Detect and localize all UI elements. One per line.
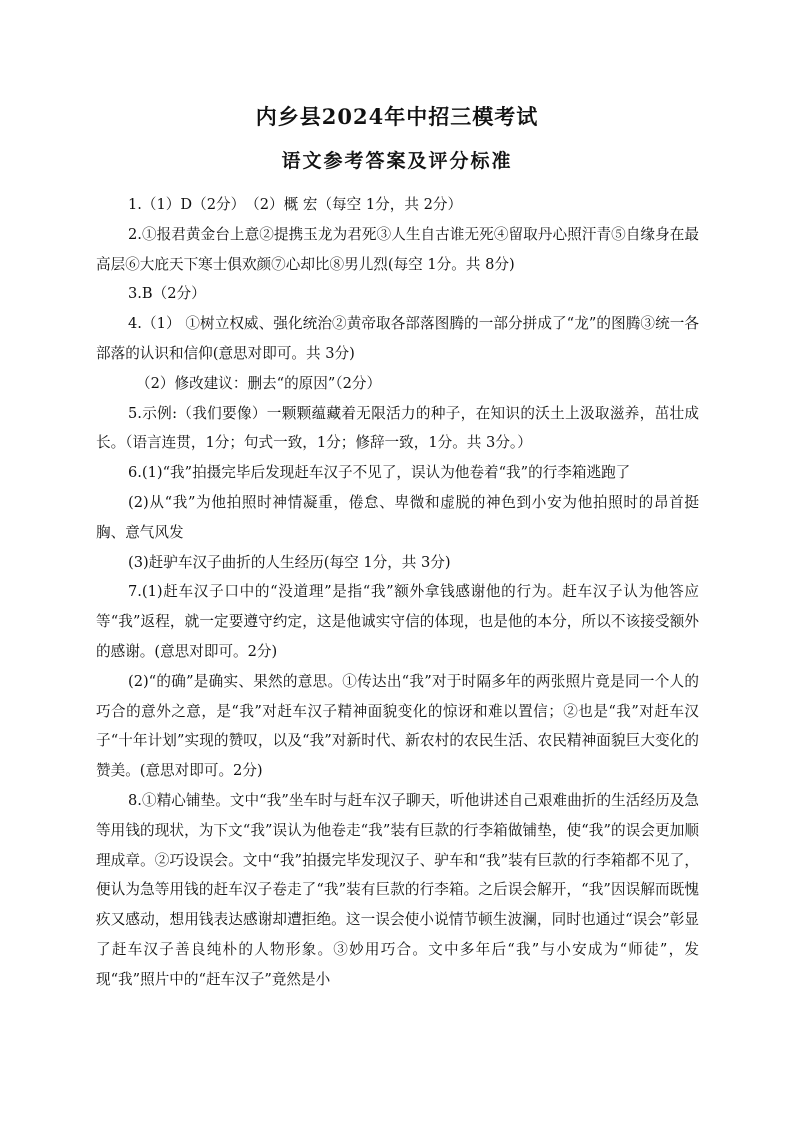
answer-q4-part1: 4.（1） ①树立权威、强化统治②黄帝取各部落图腾的一部分拼成了“龙”的图腾③统一各部落的认识和信仰(意思对即可。共 3分) xyxy=(96,315,699,362)
answer-q7-part2: (2)“的确”是确实、果然的意思。①传达出“我”对于时隔多年的两张照片竟是同一个人的巧合的意外之意，是“我”对赶车汉子精神面貌变化的惊讶和难以置信；②也是“我”对赶车汉子“十年计划”实现的赞叹，以及“我”对新时代、新农村的农民生活、农民精神面貌巨大变化的赞美。(意思对即可。2分) xyxy=(96,672,699,780)
page-subtitle: 语文参考答案及评分标准 xyxy=(281,150,513,172)
answer-q6-part3: (3)赶驴车汉子曲折的人生经历(每空 1分，共 3分) xyxy=(128,553,451,571)
answer-q7-part1: 7.(1)赶车汉子口中的“没道理”是指“我”额外拿钱感谢他的行为。赶车汉子认为他答应等“我”返程，就一定要遵守约定，这是他诚实守信的体现，也是他的本分，所以不该接受额外的感谢。(意思对即可。2分) xyxy=(96,583,699,660)
answer-q2: 2.①报君黄金台上意②提携玉龙为君死③人生自古谁无死④留取丹心照汗青⑤自缘身在最高层⑥大庇天下寒士俱欢颜⑦心却比⑧男儿烈(每空 1分。共 8分) xyxy=(96,225,699,273)
answer-body xyxy=(96,190,699,995)
answer-q6-part2: (2)从“我”为他拍照时神情凝重，倦怠、卑微和虚脱的神色到小安为他拍照时的昂首挺胸、意气风发 xyxy=(96,493,699,541)
answer-q1: 1.（1）D（2分） （2）概 宏（每空 1分，共 2分） xyxy=(128,196,463,213)
answer-q6-part1: 6.(1)“我”拍摄完毕后发现赶车汉子不见了，误认为他卷着“我”的行李箱逃跑了 xyxy=(128,464,631,482)
answer-q4-part2: （2）修改建议：删去“的原因”（2分） xyxy=(136,374,382,392)
page-title: 内乡县2024年中招三模考试 xyxy=(255,104,539,129)
answer-q3: 3.B（2分） xyxy=(128,285,206,303)
answer-q5: 5.示例:（我们要像）一颗颗蕴藏着无限活力的种子，在知识的沃土上汲取滋养，茁壮成长。（语言连贯，1分；句式一致，1分；修辞一致，1分。共 3分。） xyxy=(96,404,699,452)
answer-q8: 8.①精心铺垫。文中“我”坐车时与赶车汉子聊天，听他讲述自己艰难曲折的生活经历及急等用钱的现状，为下文“我”误认为他卷走“我”装有巨款的行李箱做铺垫，使“我”的误会更加顺理成章。②巧设误会。文中“我”拍摄完毕发现汉子、驴车和“我”装有巨款的行李箱都不见了，便认为急等用钱的赶车汉子卷走了“我”装有巨款的行李箱。之后误会解开，“我”因误解而既愧疚又感动，想用钱表达感谢却遭拒绝。这一误会使小说情节顿生波澜，同时也通过“误会”彰显了赶车汉子善良纯朴的人物形象。③妙用巧合。文中多年后“我”与小安成为“师徒”，发现“我”照片中的“赶车汉子”竟然是小 xyxy=(96,791,699,988)
